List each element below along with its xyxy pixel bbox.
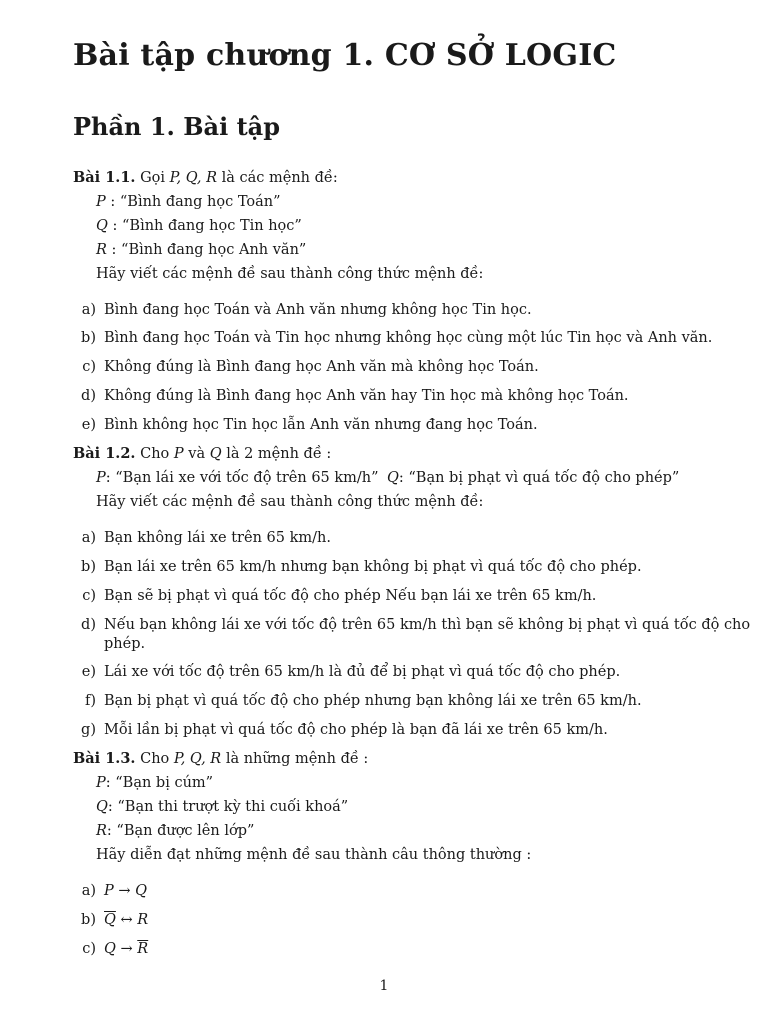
- definition-text: : “Bạn thi trượt kỳ thi cuối khoá”: [107, 799, 349, 815]
- exercise-1-2-intro: [73, 445, 331, 463]
- exercise-1-3-intro: [73, 750, 368, 768]
- variable: Q: [96, 218, 108, 234]
- item-text: Không đúng là Bình đang học Anh văn hay Tin học mà không học Toán.: [104, 388, 629, 404]
- variable: Q: [104, 941, 116, 957]
- definition-text: : “Bình đang học Tin học”: [107, 218, 302, 234]
- definition-p: [96, 193, 281, 211]
- formula: [104, 940, 148, 958]
- item-label: g): [81, 722, 96, 738]
- item-text: Bạn bị phạt vì quá tốc độ cho phép nhưng bạn không lái xe trên 65 km/h.: [104, 693, 642, 709]
- intro-text: là 2 mệnh đề :: [221, 446, 332, 462]
- exercise-label: Bài 1.3.: [73, 750, 136, 767]
- exercise-label: Bài 1.1.: [73, 169, 136, 186]
- intro-text: và: [183, 446, 210, 462]
- negated-variable: $\overline{Q}$: [104, 912, 116, 928]
- variable: R: [96, 823, 107, 839]
- variable: Q: [96, 799, 108, 815]
- task-text: Hãy viết các mệnh đề sau thành công thức mệnh đề:: [96, 266, 484, 282]
- item-label: e): [81, 417, 96, 433]
- item-text: Bạn sẽ bị phạt vì quá tốc độ cho phép Nếu bạn lái xe trên 65 km/h.: [104, 588, 597, 604]
- variable-list: P, Q, R: [173, 751, 222, 767]
- variable: P: [104, 883, 114, 899]
- task-text: Hãy diễn đạt những mệnh đề sau thành câu thông thường :: [96, 847, 532, 863]
- item-label: c): [82, 941, 96, 957]
- item-text: Bình không học Tin học lẫn Anh văn nhưng đang học Toán.: [104, 417, 538, 433]
- item-text: Nếu bạn không lái xe với tốc độ trên 65 km/h thì bạn sẽ không bị phạt vì quá tốc độ cho: [104, 617, 751, 633]
- item-text: Bình đang học Toán và Anh văn nhưng không học Tin học.: [104, 302, 532, 318]
- operator: →: [113, 883, 136, 899]
- variable: Q: [135, 883, 148, 899]
- variable: P: [96, 470, 106, 486]
- item-text: Không đúng là Bình đang học Anh văn mà không học Toán.: [104, 359, 539, 375]
- definition-r: [96, 822, 254, 840]
- item-text: Bạn lái xe trên 65 km/h nhưng bạn không bị phạt vì quá tốc độ cho phép.: [104, 559, 642, 575]
- definition-text: : “Bình đang học Toán”: [105, 194, 281, 210]
- variable: Q: [387, 470, 399, 486]
- definition-text: : “Bạn được lên lớp”: [106, 823, 255, 839]
- definition-text: : “Bình đang học Anh văn”: [106, 242, 307, 258]
- item-text: Bình đang học Toán và Tin học nhưng không học cùng một lúc Tin học và Anh văn.: [104, 330, 713, 346]
- variable: P: [96, 194, 106, 210]
- operator: ↔: [115, 912, 138, 928]
- definition-q: [96, 798, 348, 816]
- task-text: Hãy viết các mệnh đề sau thành công thức mệnh đề:: [96, 494, 484, 510]
- operator: →: [115, 941, 138, 957]
- definition-text: : “Bạn bị cúm”: [105, 775, 214, 791]
- definition-p: [96, 774, 213, 792]
- formula: [104, 882, 147, 900]
- intro-text: Cho: [135, 446, 174, 462]
- item-label: b): [81, 330, 96, 346]
- intro-text: là những mệnh đề :: [221, 751, 369, 767]
- negated-variable: $\overline{R}$: [137, 941, 149, 957]
- item-label: a): [81, 302, 96, 318]
- definition-text: : “Bạn bị phạt vì quá tốc độ cho phép”: [398, 470, 680, 486]
- definition-r: [96, 241, 306, 259]
- definition-q: [387, 469, 679, 487]
- item-label: a): [81, 530, 96, 546]
- variable: P: [173, 446, 184, 462]
- page-title: Bài tập chương 1. CƠ SỞ LOGIC: [73, 38, 617, 73]
- exercise-1-1-intro: [73, 169, 338, 187]
- exercise-label: Bài 1.2.: [73, 445, 136, 462]
- intro-text: Gọi: [135, 170, 170, 186]
- definition-p: [96, 469, 379, 487]
- item-text: Mỗi lần bị phạt vì quá tốc độ cho phép là bạn đã lái xe trên 65 km/h.: [104, 722, 608, 738]
- item-label: c): [82, 588, 96, 604]
- item-text-continued: phép.: [104, 636, 146, 652]
- definition-text: : “Bạn lái xe với tốc độ trên 65 km/h”: [105, 470, 379, 486]
- section-heading: Phần 1. Bài tập: [73, 112, 280, 141]
- item-label: a): [81, 883, 96, 899]
- item-label: b): [81, 912, 96, 928]
- item-text: Lái xe với tốc độ trên 65 km/h là đủ để bị phạt vì quá tốc độ cho phép.: [104, 664, 621, 680]
- variable: R: [96, 242, 107, 258]
- variable: P: [96, 775, 106, 791]
- page-number: 1: [379, 978, 389, 994]
- formula: [104, 911, 148, 929]
- variable-list: P, Q, R: [169, 170, 217, 186]
- item-label: b): [81, 559, 96, 575]
- intro-text: Cho: [135, 751, 174, 767]
- variable: Q: [209, 446, 222, 462]
- item-label: e): [81, 664, 96, 680]
- item-label: f): [84, 693, 96, 709]
- intro-text: là các mệnh đề:: [217, 170, 338, 186]
- variable: R: [137, 912, 149, 928]
- item-label: c): [82, 359, 96, 375]
- item-text: Bạn không lái xe trên 65 km/h.: [104, 530, 331, 546]
- definition-q: [96, 217, 302, 235]
- item-label: d): [81, 617, 96, 633]
- item-label: d): [81, 388, 96, 404]
